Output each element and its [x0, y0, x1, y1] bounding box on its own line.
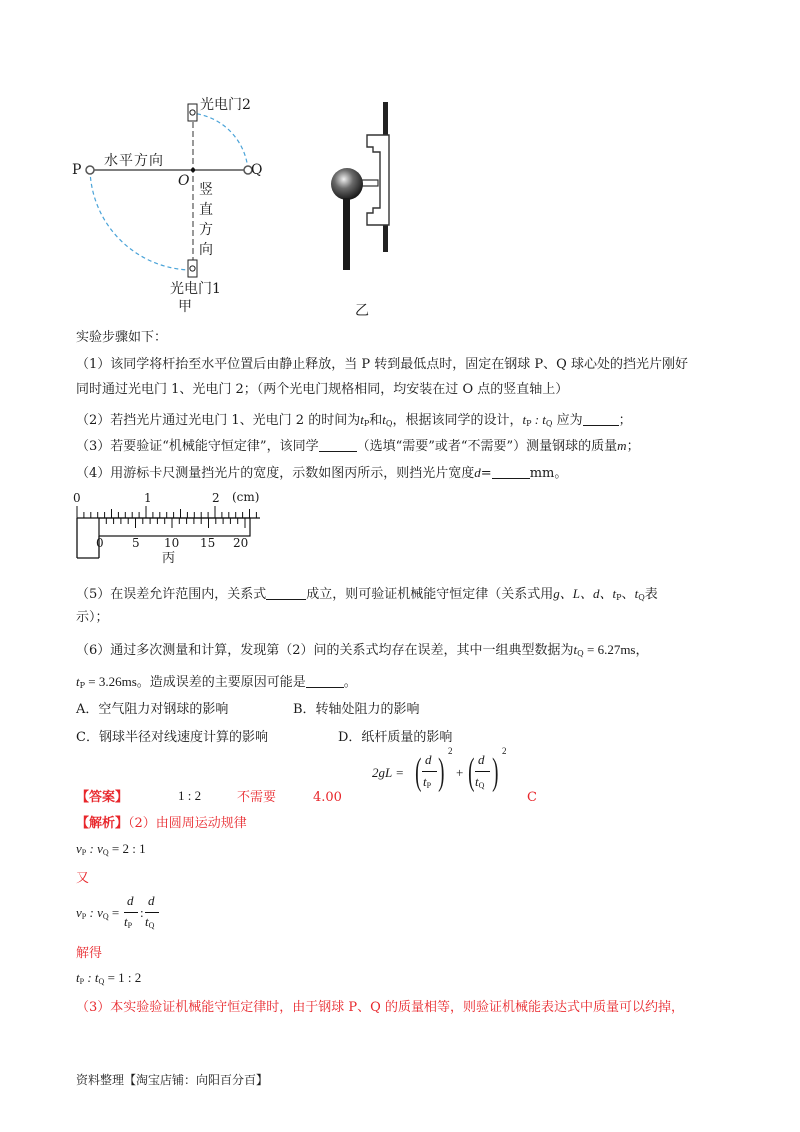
- analysis-jiede: 解得: [76, 946, 103, 961]
- step6-tp: t: [76, 674, 80, 689]
- answer-need: 不需要: [237, 790, 277, 805]
- step2: [76, 411, 632, 433]
- eq1-mid: : v: [86, 841, 103, 856]
- label-horizontal: 水平方向: [104, 153, 164, 169]
- vernier-label-20: 20: [233, 536, 249, 550]
- step2-ratio-sub1: P: [526, 419, 532, 428]
- answer-option: C: [527, 790, 537, 805]
- frac2-den: [475, 774, 484, 790]
- analysis-you: 又: [76, 871, 90, 886]
- step4-d: d: [474, 465, 481, 480]
- paren-open-2: (: [468, 751, 475, 793]
- paren-open-1: (: [415, 751, 422, 793]
- eq3-sub1: P: [79, 977, 85, 986]
- step6-tq: t: [573, 642, 578, 657]
- step5-tq: t: [634, 586, 639, 601]
- eq2-den1: [124, 914, 132, 930]
- step5-tp: t: [612, 586, 617, 601]
- step4-text-b: =: [480, 466, 492, 481]
- main-label-2: 2: [212, 491, 220, 505]
- step6-text-c: ，: [635, 643, 649, 658]
- step6-tq-value: = 6.27ms: [583, 642, 636, 657]
- eq2-num1: d: [127, 893, 134, 908]
- steps-intro: 实验步骤如下：: [76, 330, 168, 345]
- step6-tp-sub: P: [79, 681, 86, 690]
- step2-ratio: t: [522, 412, 527, 427]
- answer-formula: [372, 746, 522, 802]
- step1-line2: 同时通过光电门 1、光电门 2；（两个光电门规格相同，均安装在过 O 点的竖直轴上）: [76, 382, 569, 397]
- option-d[interactable]: D．纸杆质量的影响: [338, 730, 453, 745]
- label-vertical-char-3: 方: [199, 222, 213, 238]
- vernier-scale-ticks: [99, 518, 245, 528]
- caliper-unit: (cm): [232, 490, 260, 504]
- eq2-den1-sub: P: [127, 921, 133, 930]
- label-vertical: [199, 180, 215, 260]
- analysis-eq2: [76, 893, 196, 937]
- eq2-colon: :: [140, 905, 144, 920]
- arc-p-to-gate1: [90, 170, 190, 270]
- analysis-label: 【解析】: [76, 816, 129, 831]
- eq3-sub2: Q: [98, 977, 105, 986]
- step4-text-a: （4）用游标卡尺测量挡光片的宽度，示数如图丙所示，则挡光片宽度: [76, 466, 475, 481]
- answer-ratio: 1 : 2: [178, 788, 202, 803]
- caption-yi: 乙: [355, 303, 369, 319]
- step3-text-c: ；: [626, 439, 640, 454]
- analysis-eq1: [76, 840, 146, 862]
- step2-tp: t: [360, 412, 364, 427]
- main-label-1: 1: [144, 491, 152, 505]
- step5-sep: 、: [621, 587, 635, 602]
- step6-answer-blank[interactable]: [306, 674, 344, 688]
- frac1-den-t: t: [423, 774, 427, 789]
- label-vertical-char-1: 竖: [199, 182, 213, 198]
- step5-tq-sub: Q: [638, 593, 645, 602]
- frac1-bar: [422, 771, 437, 772]
- eq2-eq: =: [108, 905, 120, 920]
- caliper-figure: [70, 488, 270, 568]
- paren-close-1: ): [438, 751, 445, 793]
- step2-tp-sub: P: [363, 419, 370, 428]
- analysis-step3: （3）本实验验证机械能守恒定律时，由于钢球 P、Q 的质量相等，则验证机械能表达式中质量可以约掉，: [76, 1000, 684, 1015]
- step2-text-b: ，根据该同学的设计，: [392, 413, 523, 428]
- eq3-mid: : t: [84, 970, 99, 985]
- gate2-icon: [188, 104, 197, 121]
- step5-answer-blank[interactable]: [266, 586, 306, 600]
- label-q: Q: [251, 162, 263, 178]
- arc-q-to-gate2: [190, 113, 248, 170]
- step5-line1: [76, 585, 658, 607]
- option-c[interactable]: C．钢球半径对线速度计算的影响: [76, 730, 268, 745]
- eq1-v: v: [76, 841, 82, 856]
- step2-text-a: （2）若挡光片通过光电门 1、光电门 2 的时间为: [76, 413, 361, 428]
- step3: [76, 437, 640, 456]
- step6-line2: [76, 673, 357, 695]
- step2-answer-blank[interactable]: [583, 412, 619, 426]
- step4: [76, 464, 567, 483]
- analysis-eq3: [76, 969, 141, 991]
- option-a[interactable]: A．空气阻力对钢球的影响: [76, 702, 229, 717]
- step2-ratio-mid: : t: [531, 412, 546, 427]
- gate1-icon: [188, 260, 197, 277]
- frac2-den-sub: Q: [478, 781, 485, 790]
- step6-text-b2: 。: [343, 675, 357, 690]
- formula-left: 2gL =: [372, 765, 405, 780]
- step2-text-d: ；: [618, 413, 632, 428]
- step3-answer-blank[interactable]: [319, 438, 357, 452]
- eq2-bar2: [145, 912, 159, 913]
- vernier-label-15: 15: [200, 536, 216, 550]
- answer-width: 4.00: [313, 790, 342, 805]
- step2-and: 和: [369, 413, 383, 428]
- step2-tq: t: [382, 412, 386, 427]
- eq1-sub1: P: [81, 848, 87, 857]
- vernier-label-10: 10: [164, 536, 180, 550]
- eq2-den2-t: t: [145, 914, 149, 929]
- eq3-end: = 1 : 2: [104, 970, 142, 985]
- label-gate2: 光电门2: [200, 97, 251, 113]
- exp-1: 2: [448, 746, 453, 756]
- step3-text-b: （选填“需要”或者“不需要”）测量钢球的质量: [356, 439, 618, 454]
- eq2-den2: [145, 914, 154, 930]
- label-gate1: 光电门1: [170, 281, 221, 297]
- label-vertical-char-4: 向: [199, 242, 213, 258]
- stem: [343, 198, 350, 270]
- eq2-den1-t: t: [124, 914, 128, 929]
- eq2-num2: d: [148, 893, 155, 908]
- figure-yi: [325, 100, 405, 275]
- step1-line1: （1）该同学将杆抬至水平位置后由静止释放，当 P 转到最低点时，固定在钢球 P、Q 球心处的挡光片刚好: [76, 357, 688, 372]
- label-vertical-char-2: 直: [199, 202, 213, 218]
- eq2-mid: : v: [86, 905, 103, 920]
- frac1-num: d: [425, 752, 432, 767]
- step4-answer-blank[interactable]: [492, 465, 530, 479]
- eq2-left: [76, 905, 119, 921]
- exp-2: 2: [502, 746, 507, 756]
- main-scale-ticks: [77, 506, 256, 518]
- step6-tq-sub: Q: [577, 649, 584, 658]
- main-label-0: 0: [73, 491, 81, 505]
- frac2-bar: [475, 771, 490, 772]
- frac1-den-sub: P: [426, 781, 432, 790]
- step6-line1: [76, 641, 649, 663]
- steel-ball: [331, 168, 363, 200]
- caption-bing: 丙: [162, 551, 176, 566]
- step2-tq-sub: Q: [385, 419, 393, 428]
- vernier-label-0: 0: [96, 536, 104, 550]
- caption-jia: 甲: [178, 299, 192, 315]
- eq2-v: v: [76, 905, 82, 920]
- step4-text-c: mm。: [529, 466, 568, 481]
- option-b[interactable]: B．转轴处阻力的影响: [293, 702, 420, 717]
- frac1-den: [423, 774, 431, 790]
- eq2-sub2: Q: [102, 912, 109, 921]
- answer-label: 【答案】: [76, 790, 129, 805]
- paren-close-2: ): [492, 751, 499, 793]
- step5-tp-sub: P: [616, 593, 622, 602]
- eq1-end: = 2 : 1: [108, 841, 146, 856]
- step5-text-a: （5）在误差允许范围内，关系式: [76, 587, 267, 602]
- footer-text: 资料整理【淘宝店铺：向阳百分百】: [76, 1073, 269, 1087]
- rod: [361, 180, 378, 186]
- step6-text-a: （6）通过多次测量和计算，发现第（2）问的关系式均存在误差，其中一组典型数据为: [76, 643, 574, 658]
- eq1-sub2: Q: [102, 848, 109, 857]
- step3-m: m: [617, 438, 627, 453]
- ball-p: [86, 166, 94, 174]
- step5-text-b: 成立，则可验证机械能守恒定律（关系式用: [306, 587, 554, 602]
- analysis-intro: （2）由圆周运动规律: [128, 816, 247, 831]
- step2-text-c: 应为: [552, 413, 583, 428]
- step5-vars: g、L、d、: [553, 586, 613, 601]
- vernier-label-5: 5: [132, 536, 140, 550]
- step6-text-a2: 。造成误差的主要原因可能是: [136, 675, 306, 690]
- step5-text-c: 表: [644, 587, 658, 602]
- analysis-header: [76, 815, 247, 833]
- label-p: P: [72, 162, 82, 178]
- step6-tp-value: = 3.26ms: [85, 674, 137, 689]
- frac2-den-t: t: [475, 774, 479, 789]
- pivot-o: [191, 168, 195, 172]
- eq2-den2-sub: Q: [148, 921, 155, 930]
- label-o: O: [178, 173, 190, 189]
- eq2-bar1: [124, 912, 138, 913]
- eq2-sub1: P: [81, 912, 87, 921]
- step3-text-a: （3）若要验证“机械能守恒定律”，该同学: [76, 439, 319, 454]
- step2-ratio-sub2: Q: [545, 419, 553, 428]
- frac2-num: d: [478, 752, 485, 767]
- formula-plus: +: [456, 765, 464, 780]
- eq3-t: t: [76, 970, 80, 985]
- step5-line2: 示）；: [76, 610, 109, 625]
